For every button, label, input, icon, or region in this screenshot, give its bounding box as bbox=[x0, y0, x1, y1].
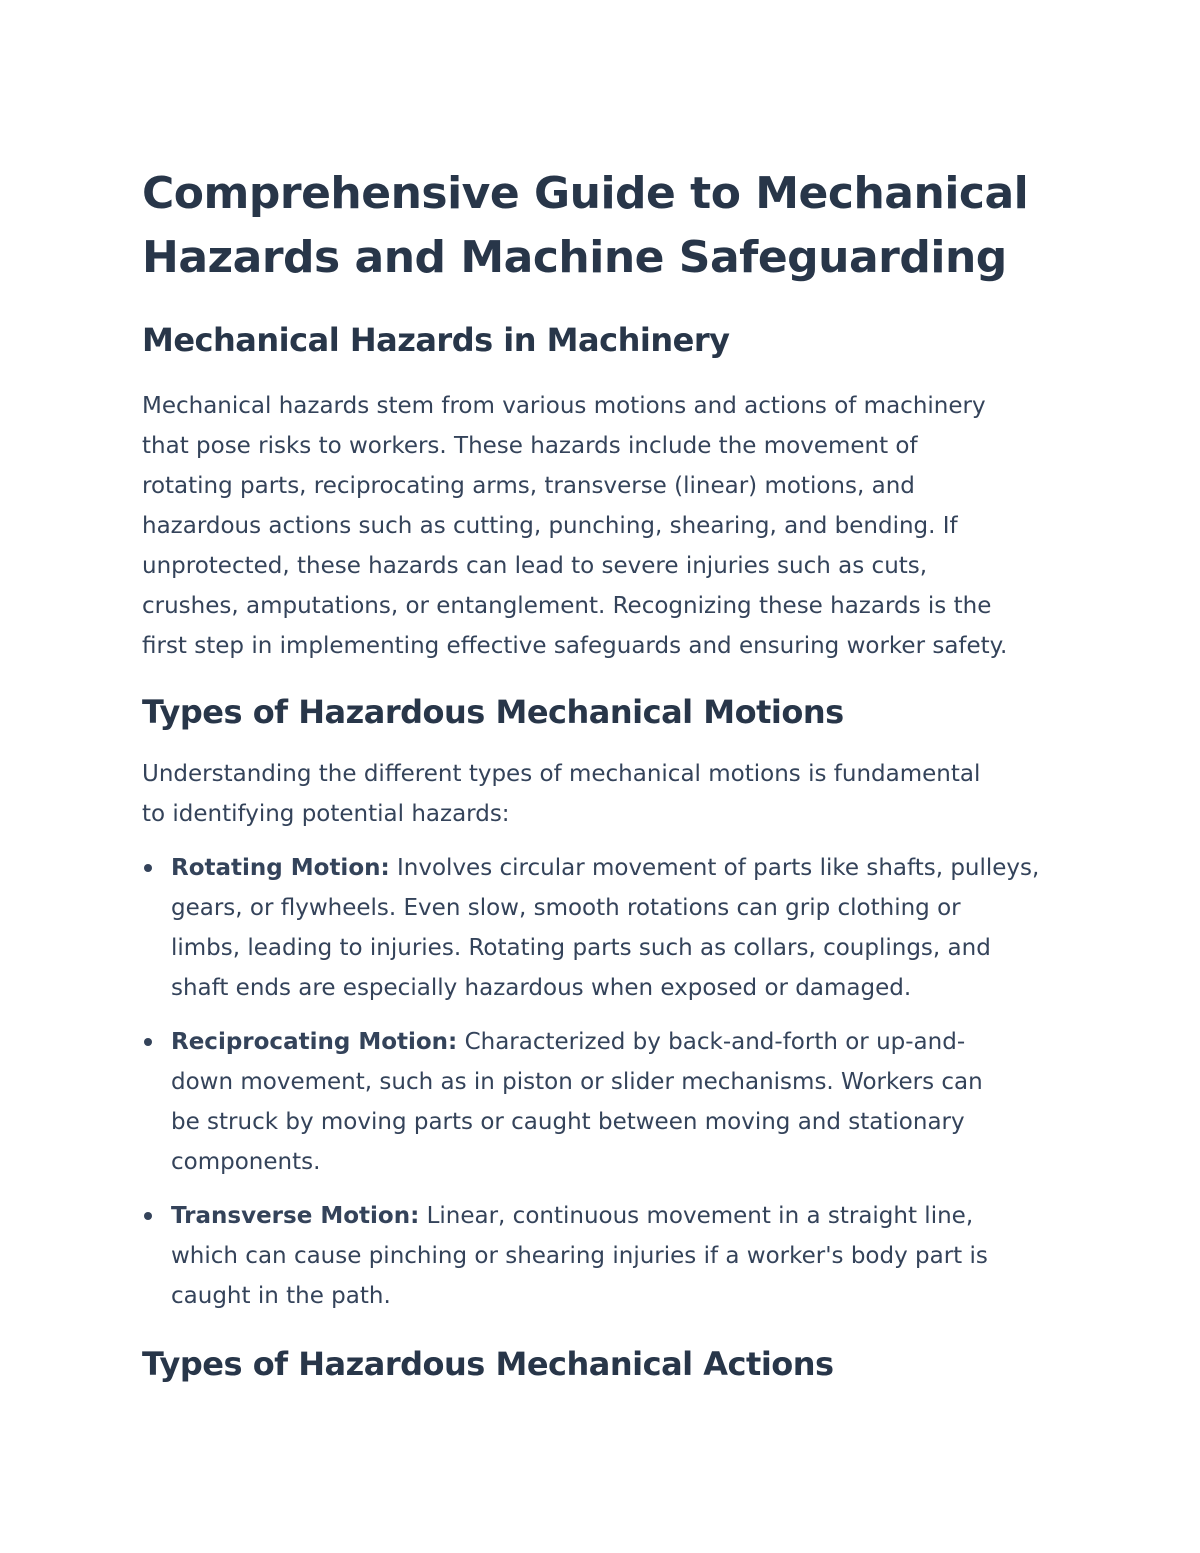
paragraph-line: crushes, amputations, or entanglement. Recognizing these hazards is the bbox=[142, 593, 992, 619]
document-title bbox=[142, 162, 1072, 290]
list-item-line: gears, or flywheels. Even slow, smooth rotations can grip clothing or bbox=[171, 895, 961, 921]
hazardous-motions-intro bbox=[142, 754, 1072, 834]
bullet-dot-icon bbox=[144, 1038, 152, 1046]
list-item-rotating-motion bbox=[142, 848, 1072, 1008]
paragraph-line: to identifying potential hazards: bbox=[142, 801, 510, 827]
bullet-dot-icon bbox=[144, 1212, 152, 1220]
motion-types-list bbox=[142, 848, 1072, 1316]
document-page bbox=[142, 162, 1072, 1384]
list-item-term: Transverse Motion: bbox=[171, 1203, 420, 1229]
paragraph-line: Understanding the different types of mechanical motions is fundamental bbox=[142, 761, 981, 787]
list-item-first-line bbox=[171, 1022, 1072, 1062]
bullet-dot-icon bbox=[144, 864, 152, 872]
list-item-term: Reciprocating Motion: bbox=[171, 1029, 458, 1055]
list-item-text: Involves circular movement of parts like shafts, pulleys, bbox=[389, 855, 1040, 881]
paragraph-line: Mechanical hazards stem from various motions and actions of machinery bbox=[142, 393, 986, 419]
list-item-transverse-motion bbox=[142, 1196, 1072, 1316]
list-item-line: limbs, leading to injuries. Rotating parts such as collars, couplings, and bbox=[171, 935, 991, 961]
title-line: Comprehensive Guide to Mechanical bbox=[142, 168, 1029, 219]
title-line: Hazards and Machine Safeguarding bbox=[142, 232, 1007, 283]
list-item-term: Rotating Motion: bbox=[171, 855, 390, 881]
paragraph-line: rotating parts, reciprocating arms, transverse (linear) motions, and bbox=[142, 473, 915, 499]
list-item-text: Linear, continuous movement in a straight line, bbox=[419, 1203, 974, 1229]
section-heading-mechanical-hazards: Mechanical Hazards in Machinery bbox=[142, 321, 730, 359]
mechanical-hazards-paragraph bbox=[142, 386, 1072, 666]
paragraph-line: that pose risks to workers. These hazards include the movement of bbox=[142, 433, 918, 459]
list-item-line: components. bbox=[171, 1149, 321, 1175]
list-item-line: caught in the path. bbox=[171, 1283, 391, 1309]
section-heading-hazardous-actions: Types of Hazardous Mechanical Actions bbox=[142, 1345, 834, 1383]
list-item-first-line bbox=[171, 1196, 1072, 1236]
list-item-line: shaft ends are especially hazardous when exposed or damaged. bbox=[171, 975, 912, 1001]
list-item-line: which can cause pinching or shearing injuries if a worker's body part is bbox=[171, 1243, 988, 1269]
list-item-line: be struck by moving parts or caught between moving and stationary bbox=[171, 1109, 965, 1135]
list-item-first-line bbox=[171, 848, 1072, 888]
list-item-reciprocating-motion bbox=[142, 1022, 1072, 1182]
paragraph-line: unprotected, these hazards can lead to severe injuries such as cuts, bbox=[142, 553, 928, 579]
paragraph-line: first step in implementing effective safeguards and ensuring worker safety. bbox=[142, 633, 1008, 659]
paragraph-line: hazardous actions such as cutting, punching, shearing, and bending. If bbox=[142, 513, 958, 539]
list-item-text: Characterized by back-and-forth or up-and- bbox=[457, 1029, 966, 1055]
section-heading-hazardous-motions: Types of Hazardous Mechanical Motions bbox=[142, 693, 844, 731]
list-item-line: down movement, such as in piston or slider mechanisms. Workers can bbox=[171, 1069, 983, 1095]
